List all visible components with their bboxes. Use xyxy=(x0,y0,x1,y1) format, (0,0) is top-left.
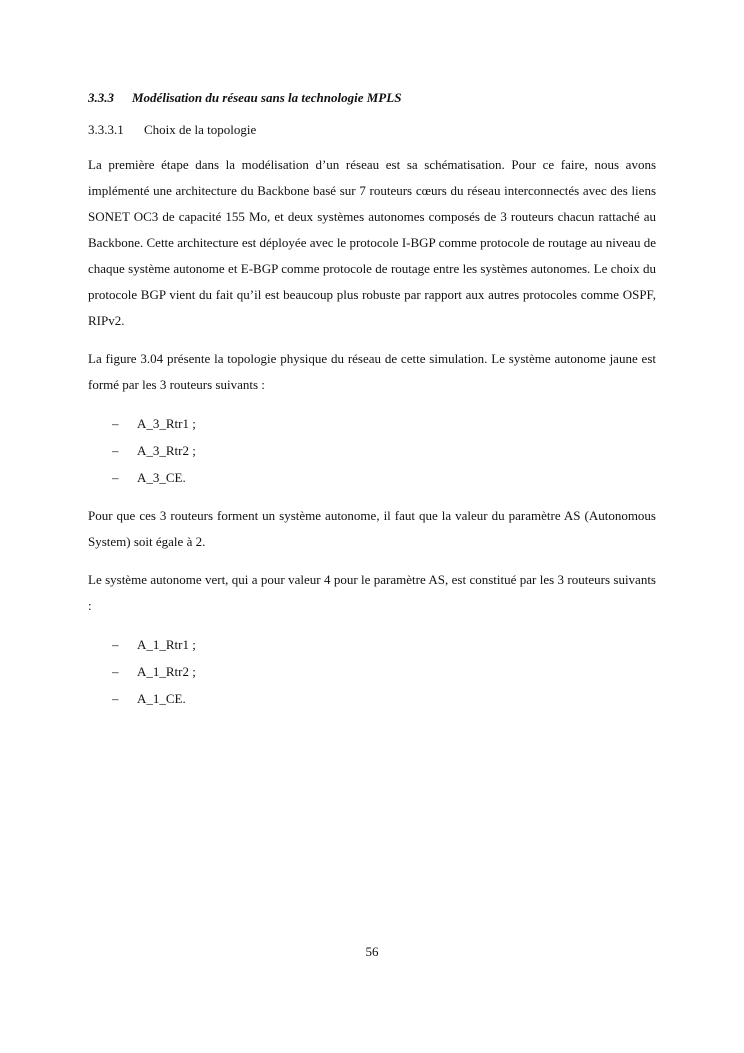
paragraph-topology-intro: La première étape dans la modélisation d’un réseau est sa schématisation. Pour ce faire, nous avons implémenté une architecture du Backbone basé sur 7 routeurs cœurs du réseau interconnectés avec des liens SONET OC3 de capacité 155 Mo, et deux systèmes autonomes composés de 3 routeurs chacun rattaché au Backbone. Cette architecture est déployée avec le protocole I-BGP comme protocole de routage au niveau de chaque système autonome et E-BGP comme protocole de routage entre les systèmes autonomes. Le choix du protocole BGP vient du fait qu’il est beaucoup plus robuste par rapport aux autres protocoles comme OSPF, RIPv2. xyxy=(88,157,656,328)
router-list-green xyxy=(88,631,656,712)
section-heading xyxy=(88,88,656,108)
paragraph-figure-reference: La figure 3.04 présente la topologie physique du réseau de cette simulation. Le système autonome jaune est formé par les 3 routeurs suivants : xyxy=(88,351,656,392)
dash-bullet: – xyxy=(112,416,119,431)
list-item xyxy=(112,631,656,658)
dash-bullet: – xyxy=(112,443,119,458)
subsection-heading xyxy=(88,120,656,140)
list-item xyxy=(112,410,656,437)
list-item-text: A_1_Rtr2 ; xyxy=(137,664,196,679)
section-title: Modélisation du réseau sans la technologie MPLS xyxy=(132,90,402,105)
section-number: 3.3.3 xyxy=(88,90,114,105)
dash-bullet: – xyxy=(112,637,119,652)
list-item xyxy=(112,464,656,491)
list-item-text: A_3_CE. xyxy=(137,470,186,485)
list-item-text: A_3_Rtr2 ; xyxy=(137,443,196,458)
list-item-text: A_3_Rtr1 ; xyxy=(137,416,196,431)
subsection-number: 3.3.3.1 xyxy=(88,122,124,137)
paragraph-as-value: Pour que ces 3 routeurs forment un système autonome, il faut que la valeur du paramètre AS (Autonomous System) soit égale à 2. xyxy=(88,508,656,549)
list-item xyxy=(112,437,656,464)
paragraph-green-as: Le système autonome vert, qui a pour valeur 4 pour le paramètre AS, est constitué par les 3 routeurs suivants : xyxy=(88,572,656,613)
dash-bullet: – xyxy=(112,470,119,485)
subsection-title: Choix de la topologie xyxy=(144,122,257,137)
document-page xyxy=(88,88,656,724)
list-item xyxy=(112,685,656,712)
dash-bullet: – xyxy=(112,691,119,706)
list-item xyxy=(112,658,656,685)
dash-bullet: – xyxy=(112,664,119,679)
page-number: 56 xyxy=(365,944,379,959)
list-item-text: A_1_Rtr1 ; xyxy=(137,637,196,652)
router-list-yellow xyxy=(88,410,656,491)
list-item-text: A_1_CE. xyxy=(137,691,186,706)
